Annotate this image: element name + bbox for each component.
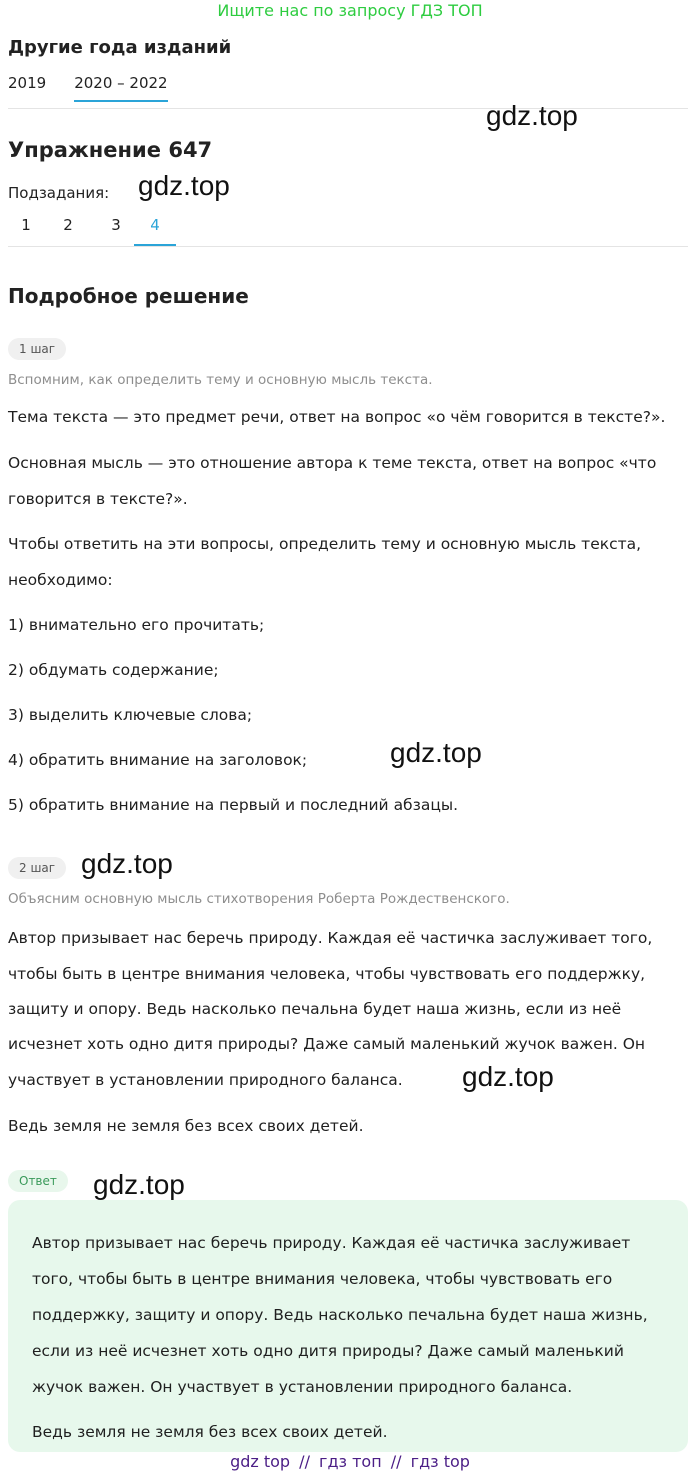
other-editions-title: Другие года изданий (8, 37, 232, 58)
solution-line: Основная мысль — это отношение автора к теме текста, ответ на вопрос «что (8, 454, 657, 472)
answer-line: Автор призывает нас беречь природу. Каждая её частичка заслуживает (32, 1234, 631, 1252)
step-badge: 2 шаг (8, 857, 66, 879)
watermark: gdz.top (138, 170, 230, 201)
solution-list-item: 1) внимательно его прочитать; (8, 616, 265, 634)
solution-list-item: 4) обратить внимание на заголовок; (8, 751, 308, 769)
footer-link-gdz-top-mixed[interactable]: гдз top (410, 1452, 470, 1471)
solution-title: Подробное решение (8, 284, 249, 308)
answer-line: того, чтобы быть в центре внимания человека, чтобы чувствовать его (32, 1270, 613, 1288)
solution-line: участвует в установлении природного баланса. (8, 1071, 403, 1089)
solution-line: чтобы быть в центре внимания человека, чтобы чувствовать его поддержку, (8, 965, 646, 983)
solution-line: Тема текста — это предмет речи, ответ на вопрос «о чём говорится в тексте?». (8, 408, 666, 426)
subtask-tab-3[interactable]: 3 (111, 216, 121, 234)
footer-separator: // (299, 1452, 310, 1471)
watermark: gdz.top (486, 100, 578, 131)
watermark: gdz.top (462, 1061, 554, 1092)
edition-tab-2020-2022[interactable]: 2020 – 2022 (74, 74, 167, 102)
footer-separator: // (390, 1452, 402, 1471)
footer-link-gdz-top[interactable]: gdz top (230, 1452, 291, 1471)
answer-line: поддержку, защиту и опору. Ведь насколько печальна будет наша жизнь, (32, 1306, 648, 1324)
solution-line: Ведь земля не земля без всех своих детей. (8, 1117, 364, 1135)
divider (8, 108, 688, 109)
watermark: gdz.top (93, 1169, 185, 1200)
footer-links (0, 1452, 700, 1471)
edition-years-tabs (8, 74, 196, 102)
step-badge: 1 шаг (8, 338, 66, 360)
subtask-tab-1[interactable]: 1 (21, 216, 31, 234)
solution-list-item: 3) выделить ключевые слова; (8, 706, 253, 724)
answer-badge: Ответ (8, 1170, 68, 1192)
promo-banner: Ищите нас по запросу ГДЗ ТОП (217, 1, 483, 20)
watermark: gdz.top (390, 737, 482, 768)
subtasks-label: Подзадания: (8, 184, 110, 202)
solution-line: исчезнет хоть одно дитя природы? Даже самый маленький жучок важен. Он (8, 1035, 646, 1053)
exercise-title: Упражнение 647 (8, 138, 213, 162)
divider (8, 246, 688, 247)
solution-list-item: 2) обдумать содержание; (8, 661, 219, 679)
subtask-tab-4[interactable]: 4 (134, 216, 176, 246)
step-hint: Вспомним, как определить тему и основную мысль текста. (8, 372, 433, 388)
solution-line: Автор призывает нас беречь природу. Каждая её частичка заслуживает того, (8, 929, 653, 947)
answer-line: Ведь земля не земля без всех своих детей. (32, 1423, 388, 1441)
solution-line: Чтобы ответить на эти вопросы, определить тему и основную мысль текста, (8, 535, 642, 553)
footer-link-gdz-top-ru[interactable]: гдз топ (319, 1452, 382, 1471)
answer-line: если из неё исчезнет хоть одно дитя природы? Даже самый маленький (32, 1342, 624, 1360)
step-hint: Объясним основную мысль стихотворения Роберта Рождественского. (8, 891, 510, 907)
answer-line: жучок важен. Он участвует в установлении природного баланса. (32, 1378, 573, 1396)
solution-line: говорится в тексте?». (8, 490, 188, 508)
subtasks-tabs (8, 216, 176, 246)
edition-tab-2019[interactable]: 2019 (8, 74, 47, 92)
subtask-tab-2[interactable]: 2 (63, 216, 73, 234)
solution-line: необходимо: (8, 571, 113, 589)
solution-line: защиту и опору. Ведь насколько печальна будет наша жизнь, если из неё (8, 1000, 622, 1018)
solution-list-item: 5) обратить внимание на первый и последний абзацы. (8, 796, 459, 814)
watermark: gdz.top (81, 848, 173, 879)
